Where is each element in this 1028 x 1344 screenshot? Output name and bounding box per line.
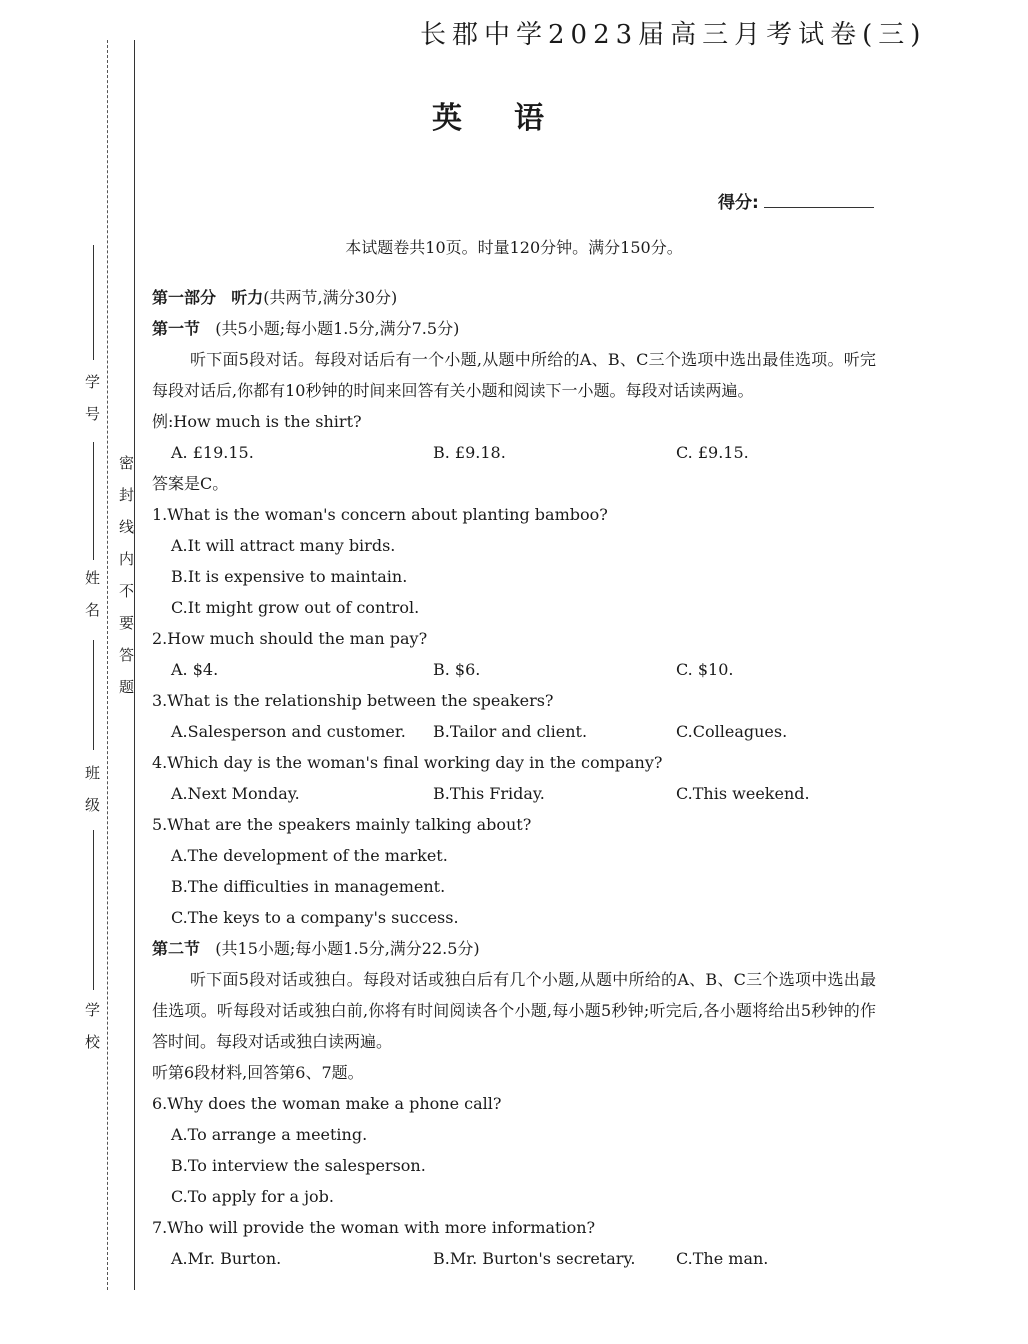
field-name: 姓 名 [83,570,101,623]
score-label: 得分: [718,193,759,213]
name-blank[interactable] [93,640,94,750]
q4-options [152,778,876,809]
q6-option-b: B.To interview the salesperson. [171,1156,426,1175]
option-a: A. £19.15. [171,443,254,462]
option-c: C. £9.15. [676,443,749,462]
field-class: 班 级 [83,765,101,818]
section2-heading: 第二节 (共15小题;每小题1.5分,满分22.5分) [152,939,480,958]
q2-options [152,654,876,685]
example-answer: 答案是C。 [152,474,229,493]
q3-option-b: B.Tailor and client. [433,722,588,741]
material-6-note: 听第6段材料,回答第6、7题。 [152,1063,364,1082]
q3-option-a: A.Salesperson and customer. [171,722,406,741]
q1-option-c: C.It might grow out of control. [171,598,420,617]
q7-option-c: C.The man. [676,1249,769,1268]
binding-dashed-line [107,40,108,1290]
q5-option-b: B.The difficulties in management. [171,877,446,896]
cut-off-exam-title: 长郡中学2023届高三月考试卷(三) [420,20,927,50]
section2-instructions: 听下面5段对话或独白。每段对话或独白后有几个小题,从题中所给的A、B、C三个选项中选出最佳选项。听每段对话或独白前,你将有时间阅读各个小题,每小题5秒钟;听完后,各小题将给出5秒钟的作答时间。每段对话或独白读两遍。 [152,970,876,1051]
field-student-id: 学 号 [83,374,101,427]
question-6: 6.Why does the woman make a phone call? [152,1094,502,1113]
q1-option-b: B.It is expensive to maintain. [171,567,408,586]
score-blank[interactable] [764,207,874,208]
student-id-blank[interactable] [93,245,94,360]
field-school: 学 校 [83,1002,101,1055]
question-5: 5.What are the speakers mainly talking about? [152,815,532,834]
q1-option-a: A.It will attract many birds. [171,536,396,555]
q7-option-a: A.Mr. Burton. [171,1249,282,1268]
q2-option-c: C. $10. [676,660,734,679]
section1-instructions: 听下面5段对话。每段对话后有一个小题,从题中所给的A、B、C三个选项中选出最佳选项。听完每段对话后,你都有10秒钟的时间来回答有关小题和阅读下一小题。每段对话读两遍。 [152,350,876,400]
seal-line-notice: 密封线内不要答题 [117,455,135,711]
q7-option-b: B.Mr. Burton's secretary. [433,1249,636,1268]
q6-option-c: C.To apply for a job. [171,1187,335,1206]
q6-option-a: A.To arrange a meeting. [171,1125,368,1144]
class-blank[interactable] [93,830,94,990]
question-3: 3.What is the relationship between the speakers? [152,691,554,710]
q2-option-a: A. $4. [171,660,219,679]
listening-part [152,282,876,1274]
q5-option-a: A.The development of the market. [171,846,448,865]
q3-options [152,716,876,747]
q4-option-a: A.Next Monday. [171,784,300,803]
subject-title: 英语 [432,101,596,136]
example-question: 例:How much is the shirt? [152,412,362,431]
exam-intro: 本试题卷共10页。时量120分钟。满分150分。 [345,238,683,257]
q4-option-c: C.This weekend. [676,784,810,803]
q4-option-b: B.This Friday. [433,784,545,803]
question-7: 7.Who will provide the woman with more information? [152,1218,596,1237]
question-4: 4.Which day is the woman's final working day in the company? [152,753,663,772]
q3-option-c: C.Colleagues. [676,722,788,741]
q7-options [152,1243,876,1274]
question-2: 2.How much should the man pay? [152,629,428,648]
name-top-blank [93,442,94,560]
question-1: 1.What is the woman's concern about planting bamboo? [152,505,608,524]
option-b: B. £9.18. [433,443,506,462]
section1-heading: 第一节 (共5小题;每小题1.5分,满分7.5分) [152,319,460,338]
part1-heading: 第一部分 听力(共两节,满分30分) [152,288,398,307]
q2-option-b: B. $6. [433,660,481,679]
example-options [152,437,876,468]
q5-option-c: C.The keys to a company's success. [171,908,459,927]
